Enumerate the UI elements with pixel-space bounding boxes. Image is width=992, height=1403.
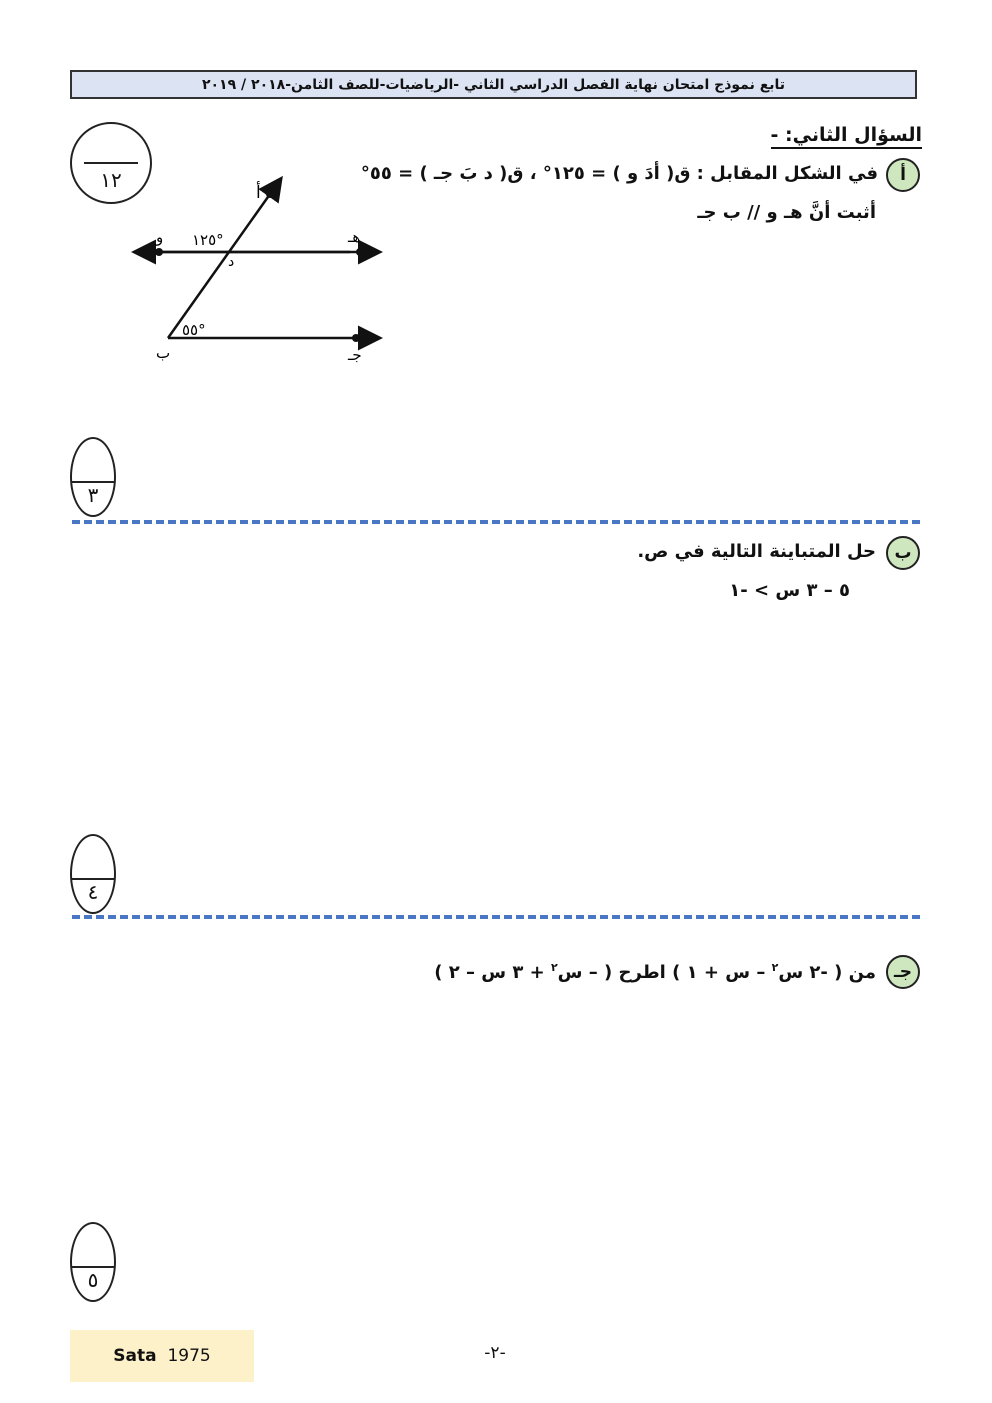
point-a [266,190,274,198]
angle-55: ٥٥° [182,321,206,339]
point-h [356,248,364,256]
label-a: أ [256,183,261,203]
point-j [352,334,360,342]
part-a-prove: أثبت أنَّ هـ و // ب جـ [697,202,876,223]
part-c-score: ٥ [87,1268,99,1292]
part-c-badge: جـ [886,955,920,989]
part-c-score-oval [70,1222,116,1302]
part-b-statement: حل المتباينة التالية في ص. [637,541,876,562]
label-d: د [228,254,235,270]
footer-brand-box [70,1330,254,1382]
divider-2 [72,915,920,919]
label-b: ب [156,344,171,362]
transversal [168,180,280,338]
total-score: ١٢ [100,168,122,192]
divider-1 [72,520,920,524]
point-w [155,248,163,256]
part-a-statement: في الشكل المقابل : ق( أدَ و ) = ١٢٥° ، ق( د بَ جـ ) = ٥٥° [360,163,878,184]
part-b-score: ٤ [87,880,99,904]
footer-brand: Sata [113,1346,157,1366]
part-b-score-oval [70,834,116,914]
label-w: و [156,228,164,246]
part-a-score-oval [70,437,116,517]
parallel-lines-figure [120,170,400,370]
angle-125: ١٢٥° [192,231,224,249]
part-a-badge: أ [886,158,920,192]
part-b-badge: ب [886,536,920,570]
footer-year: 1975 [167,1346,211,1366]
question-title: السؤال الثاني: - [771,124,923,149]
page-number: -٢- [484,1343,506,1363]
part-b-inequality: ٥ – ٣ س > -١ [729,580,850,601]
part-c-statement: من ( -٢ س$^٢$ – س + ١ ) اطرح ( – س$^٢$ + ٣ س – ٢ ) [434,961,876,983]
header-title: تابع نموذج امتحان نهاية الفصل الدراسي الثاني -الرياضيات-للصف الثامن-٢٠١٨ / ٢٠١٩ [70,70,917,99]
part-a-score: ٣ [87,483,99,507]
label-h: هـ [348,228,361,246]
label-j: جـ [348,346,362,364]
